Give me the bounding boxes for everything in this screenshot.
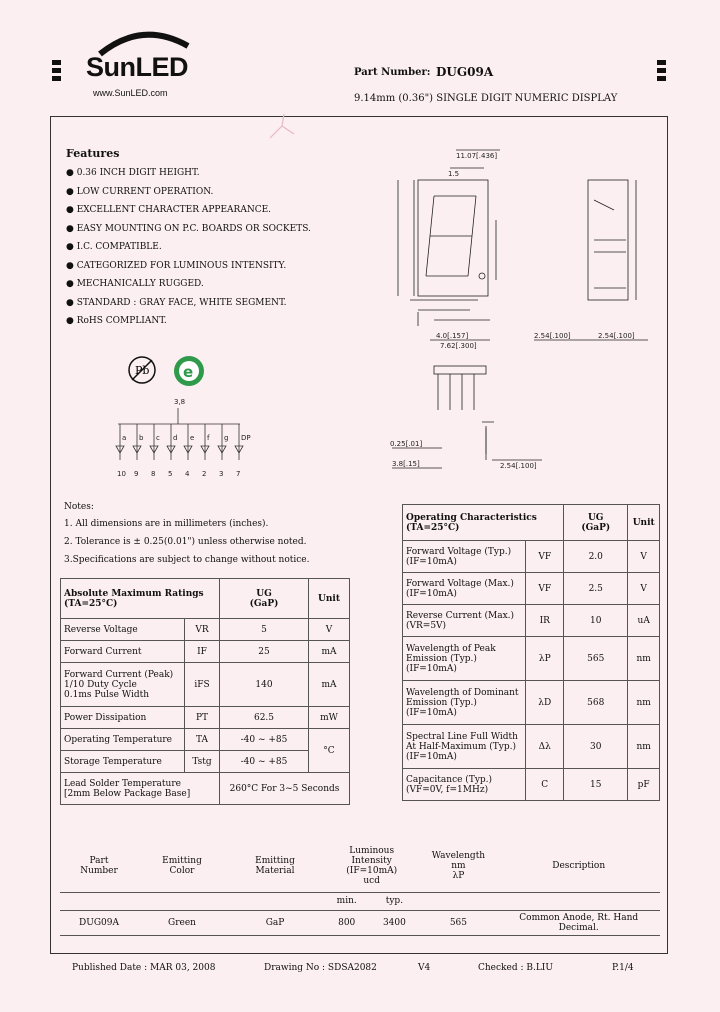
abs-max-value: -40 ~ +85 bbox=[220, 751, 309, 773]
abs-max-value: 260°C For 3~5 Seconds bbox=[220, 773, 350, 805]
dim-label: 2.54[.100] bbox=[598, 332, 635, 340]
abs-max-unit: mA bbox=[309, 641, 350, 663]
part-number-label: Part Number: bbox=[354, 67, 431, 78]
abs-max-symbol: Tstg bbox=[185, 751, 220, 773]
op-char-param: Wavelength of Dominant Emission (Typ.) (IF=10mA) bbox=[403, 681, 526, 725]
op-char-value: 565 bbox=[564, 637, 628, 681]
mechanical-drawing bbox=[378, 140, 668, 420]
order-head-wavelength: Wavelength nm λP bbox=[419, 840, 497, 892]
company-logo: SunLED bbox=[86, 52, 188, 82]
order-head-material: Emitting Material bbox=[226, 840, 324, 892]
drawing-number: Drawing No : SDSA2082 bbox=[264, 963, 377, 973]
segment-label: a bbox=[122, 434, 127, 442]
corner-bar bbox=[52, 76, 61, 81]
abs-max-param: Operating Temperature bbox=[61, 729, 185, 751]
feature-item: ● I.C. COMPATIBLE. bbox=[66, 242, 162, 252]
abs-max-value: 5 bbox=[220, 619, 309, 641]
order-sub-typ: typ. bbox=[369, 892, 419, 910]
segment-label: e bbox=[190, 434, 195, 442]
op-char-symbol: VF bbox=[526, 573, 564, 605]
feature-item: ● STANDARD : GRAY FACE, WHITE SEGMENT. bbox=[66, 297, 287, 308]
note-item: 3.Specifications are subject to change without notice. bbox=[64, 555, 310, 565]
eco-label: e bbox=[183, 363, 194, 381]
segment-label: DP bbox=[241, 434, 251, 442]
absolute-max-table bbox=[60, 578, 350, 805]
op-char-header: Operating Characteristics (TA=25°C) bbox=[403, 505, 564, 541]
op-char-row bbox=[403, 541, 660, 573]
order-head-color: Emitting Color bbox=[138, 840, 226, 892]
feature-item: ● EASY MOUNTING ON P.C. BOARDS OR SOCKETS. bbox=[66, 223, 311, 234]
dim-label: 4.0[.157] bbox=[436, 332, 469, 340]
op-char-param: Reverse Current (Max.) (VR=5V) bbox=[403, 605, 526, 637]
abs-max-symbol: PT bbox=[185, 707, 220, 729]
circuit-schematic bbox=[108, 396, 251, 486]
order-color: Green bbox=[138, 910, 226, 935]
op-char-unit: nm bbox=[628, 637, 660, 681]
order-typ: 3400 bbox=[369, 910, 419, 935]
abs-max-unit: V bbox=[309, 619, 350, 641]
dim-label: 2.54[.100] bbox=[500, 462, 537, 470]
checked-by: Checked : B.LIU bbox=[478, 963, 553, 973]
abs-max-param: Forward Current bbox=[61, 641, 185, 663]
abs-max-value: 25 bbox=[220, 641, 309, 663]
corner-bar bbox=[657, 76, 666, 81]
corner-bar bbox=[52, 68, 61, 73]
abs-max-param: Storage Temperature bbox=[61, 751, 185, 773]
dim-label: 11.07[.436] bbox=[456, 152, 498, 160]
abs-max-row bbox=[61, 751, 350, 773]
op-char-value: 2.0 bbox=[564, 541, 628, 573]
op-char-row bbox=[403, 637, 660, 681]
op-char-symbol: λP bbox=[526, 637, 564, 681]
segment-label: d bbox=[173, 434, 178, 442]
dim-label: 2.54[.100] bbox=[534, 332, 571, 340]
segment-label: c bbox=[156, 434, 160, 442]
op-char-unit: V bbox=[628, 573, 660, 605]
pin-label: 5 bbox=[168, 470, 173, 478]
pin-label: 8 bbox=[151, 470, 156, 478]
op-char-row bbox=[403, 725, 660, 769]
op-char-value: 10 bbox=[564, 605, 628, 637]
op-char-symbol: IR bbox=[526, 605, 564, 637]
website-link[interactable]: www.SunLED.com bbox=[93, 88, 168, 98]
part-number: DUG09A bbox=[436, 65, 494, 79]
dim-label: 3.8[.15] bbox=[392, 460, 420, 468]
op-char-unit: nm bbox=[628, 681, 660, 725]
abs-max-row bbox=[61, 641, 350, 663]
abs-max-unit: mA bbox=[309, 663, 350, 707]
feature-item: ● EXCELLENT CHARACTER APPEARANCE. bbox=[66, 205, 272, 215]
pin-label: 4 bbox=[185, 470, 190, 478]
abs-max-symbol: IF bbox=[185, 641, 220, 663]
order-wavelength: 565 bbox=[419, 910, 497, 935]
op-char-unit: pF bbox=[628, 769, 660, 801]
published-date: Published Date : MAR 03, 2008 bbox=[72, 963, 216, 973]
op-char-value: 30 bbox=[564, 725, 628, 769]
op-char-param: Capacitance (Typ.) (VF=0V, f=1MHz) bbox=[403, 769, 526, 801]
abs-max-value: 140 bbox=[220, 663, 309, 707]
op-char-row bbox=[403, 605, 660, 637]
abs-max-header: Absolute Maximum Ratings (TA=25°C) bbox=[61, 579, 220, 619]
feature-item: ● 0.36 INCH DIGIT HEIGHT. bbox=[66, 168, 200, 178]
dim-label: 0.25[.01] bbox=[390, 440, 423, 448]
page-number: P.1/4 bbox=[612, 963, 634, 973]
notes-title: Notes: bbox=[64, 502, 94, 512]
abs-max-param: Forward Current (Peak) 1/10 Duty Cycle 0.1ms Pulse Width bbox=[61, 663, 185, 707]
op-char-param: Wavelength of Peak Emission (Typ.) (IF=10mA) bbox=[403, 637, 526, 681]
abs-max-value: -40 ~ +85 bbox=[220, 729, 309, 751]
rohs-eco-icon bbox=[172, 354, 206, 388]
abs-max-row bbox=[61, 773, 350, 805]
note-item: 1. All dimensions are in millimeters (inches). bbox=[64, 519, 269, 529]
op-char-symbol: λD bbox=[526, 681, 564, 725]
feature-item: ● RoHS COMPLIANT. bbox=[66, 316, 167, 326]
abs-max-symbol: TA bbox=[185, 729, 220, 751]
op-char-unit: uA bbox=[628, 605, 660, 637]
pin-label: 10 bbox=[117, 470, 126, 478]
op-char-value: 2.5 bbox=[564, 573, 628, 605]
order-head-part: Part Number bbox=[60, 840, 138, 892]
abs-max-param: Lead Solder Temperature [2mm Below Package Base] bbox=[61, 773, 220, 805]
operating-char-table bbox=[402, 504, 660, 801]
abs-max-value: 62.5 bbox=[220, 707, 309, 729]
op-char-col-unit: Unit bbox=[628, 505, 660, 541]
abs-max-col-unit: Unit bbox=[309, 579, 350, 619]
abs-max-col-ug: UG (GaP) bbox=[220, 579, 309, 619]
corner-bar bbox=[657, 68, 666, 73]
pin-label: 7 bbox=[236, 470, 241, 478]
abs-max-param: Reverse Voltage bbox=[61, 619, 185, 641]
segment-label: f bbox=[207, 434, 210, 442]
op-char-param: Forward Voltage (Typ.) (IF=10mA) bbox=[403, 541, 526, 573]
feature-item: ● LOW CURRENT OPERATION. bbox=[66, 186, 214, 197]
op-char-value: 568 bbox=[564, 681, 628, 725]
corner-bar bbox=[657, 60, 666, 65]
op-char-value: 15 bbox=[564, 769, 628, 801]
segment-label: b bbox=[139, 434, 144, 442]
pin-label: 9 bbox=[134, 470, 139, 478]
product-subtitle: 9.14mm (0.36") SINGLE DIGIT NUMERIC DISPLAY bbox=[354, 93, 618, 104]
watermark-icon bbox=[262, 112, 302, 142]
pin-label: 3 bbox=[219, 470, 224, 478]
dim-label: 1.5 bbox=[448, 170, 460, 178]
abs-max-row bbox=[61, 663, 350, 707]
pb-free-icon bbox=[126, 354, 158, 386]
corner-bar bbox=[52, 60, 61, 65]
abs-max-symbol: iFS bbox=[185, 663, 220, 707]
op-char-row bbox=[403, 769, 660, 801]
order-part: DUG09A bbox=[60, 910, 138, 935]
order-material: GaP bbox=[226, 910, 324, 935]
op-char-symbol: VF bbox=[526, 541, 564, 573]
order-description: Common Anode, Rt. Hand Decimal. bbox=[497, 910, 660, 935]
dim-label: 7.62[.300] bbox=[440, 342, 477, 350]
ordering-table bbox=[60, 840, 660, 936]
op-char-row bbox=[403, 681, 660, 725]
abs-max-symbol: VR bbox=[185, 619, 220, 641]
op-char-col-ug: UG (GaP) bbox=[564, 505, 628, 541]
order-min: 800 bbox=[324, 910, 369, 935]
op-char-row bbox=[403, 573, 660, 605]
order-sub-min: min. bbox=[324, 892, 369, 910]
abs-max-unit: mW bbox=[309, 707, 350, 729]
order-head-description: Description bbox=[497, 840, 660, 892]
feature-item: ● MECHANICALLY RUGGED. bbox=[66, 279, 204, 289]
features-title: Features bbox=[66, 147, 120, 160]
op-char-symbol: Δλ bbox=[526, 725, 564, 769]
abs-max-row bbox=[61, 619, 350, 641]
abs-max-row bbox=[61, 729, 350, 751]
abs-max-unit: °C bbox=[309, 729, 350, 773]
op-char-symbol: C bbox=[526, 769, 564, 801]
pin-label: 2 bbox=[202, 470, 207, 478]
note-item: 2. Tolerance is ± 0.25(0.01") unless otherwise noted. bbox=[64, 537, 307, 547]
segment-label: g bbox=[224, 434, 229, 442]
op-char-param: Spectral Line Full Width At Half-Maximum (Typ.) (IF=10mA) bbox=[403, 725, 526, 769]
order-head-luminous: Luminous Intensity (IF=10mA) ucd bbox=[324, 840, 419, 892]
version: V4 bbox=[418, 963, 431, 973]
lead-dimensions bbox=[382, 420, 562, 480]
op-char-unit: nm bbox=[628, 725, 660, 769]
abs-max-param: Power Dissipation bbox=[61, 707, 185, 729]
op-char-param: Forward Voltage (Max.) (IF=10mA) bbox=[403, 573, 526, 605]
common-pin-label: 3,8 bbox=[174, 398, 186, 406]
op-char-unit: V bbox=[628, 541, 660, 573]
pb-label: Pb bbox=[135, 364, 150, 377]
feature-item: ● CATEGORIZED FOR LUMINOUS INTENSITY. bbox=[66, 260, 287, 271]
abs-max-row bbox=[61, 707, 350, 729]
